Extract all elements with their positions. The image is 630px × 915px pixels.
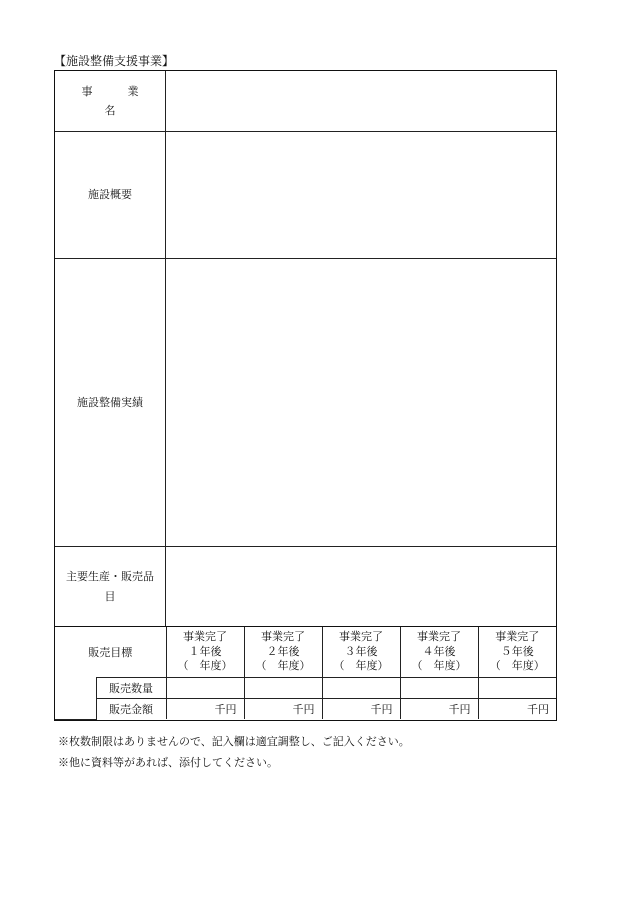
facility-overview-label: 施設概要 — [55, 132, 166, 258]
period-2-line1: 事業完了 — [261, 629, 305, 643]
sales-amount-row — [55, 699, 556, 720]
quantity-cell-5[interactable] — [478, 678, 556, 699]
facility-results-label: 施設整備実績 — [55, 259, 166, 546]
period-1-year: （ 年度） — [177, 659, 233, 673]
period-4-line2: ４年後 — [422, 644, 456, 658]
period-2-header — [244, 627, 322, 678]
sales-quantity-label: 販売数量 — [96, 678, 166, 699]
facility-overview-row — [55, 132, 556, 259]
main-products-field[interactable] — [166, 547, 556, 626]
period-3-line2: ３年後 — [344, 644, 378, 658]
facility-results-row — [55, 259, 556, 547]
period-4-line1: 事業完了 — [417, 629, 461, 643]
note-attachments: ※他に資料等があれば、添付してください。 — [58, 756, 278, 769]
sales-quantity-row — [55, 678, 556, 699]
period-3-line1: 事業完了 — [339, 629, 383, 643]
amount-cell-5[interactable]: 千円 — [478, 699, 556, 720]
quantity-cell-1[interactable] — [166, 678, 244, 699]
sales-target-table — [55, 627, 556, 720]
document-title: 【施設整備支援事業】 — [54, 54, 175, 68]
quantity-cell-4[interactable] — [400, 678, 478, 699]
period-1-header — [166, 627, 244, 678]
period-2-line2: ２年後 — [266, 644, 300, 658]
amount-cell-1[interactable]: 千円 — [166, 699, 244, 720]
period-5-line2: ５年後 — [500, 644, 534, 658]
project-name-row — [55, 71, 556, 132]
quantity-cell-2[interactable] — [244, 678, 322, 699]
period-1-line2: １年後 — [188, 644, 222, 658]
sales-target-label: 販売目標 — [55, 627, 166, 678]
period-5-year: （ 年度） — [489, 659, 545, 673]
sales-header-row — [55, 627, 556, 678]
facility-overview-field[interactable] — [166, 132, 556, 258]
period-1-line1: 事業完了 — [183, 629, 227, 643]
main-products-row — [55, 547, 556, 627]
amount-cell-3[interactable]: 千円 — [322, 699, 400, 720]
project-name-field[interactable] — [166, 71, 556, 131]
period-2-year: （ 年度） — [255, 659, 311, 673]
period-3-year: （ 年度） — [333, 659, 389, 673]
period-5-line1: 事業完了 — [495, 629, 540, 643]
note-page-limit: ※枚数制限はありませんので、記入欄は適宜調整し、ご記入ください。 — [58, 735, 410, 748]
project-name-label: 事 業 名 — [55, 71, 166, 131]
facility-results-field[interactable] — [166, 259, 556, 546]
sales-amount-label: 販売金額 — [96, 699, 166, 720]
main-products-label: 主要生産・販売品目 — [55, 547, 166, 626]
application-form — [54, 70, 557, 721]
period-5-header — [478, 627, 556, 678]
period-3-header — [322, 627, 400, 678]
sales-indent-cell — [55, 678, 96, 720]
period-4-header — [400, 627, 478, 678]
period-4-year: （ 年度） — [411, 659, 467, 673]
amount-cell-4[interactable]: 千円 — [400, 699, 478, 720]
amount-cell-2[interactable]: 千円 — [244, 699, 322, 720]
quantity-cell-3[interactable] — [322, 678, 400, 699]
